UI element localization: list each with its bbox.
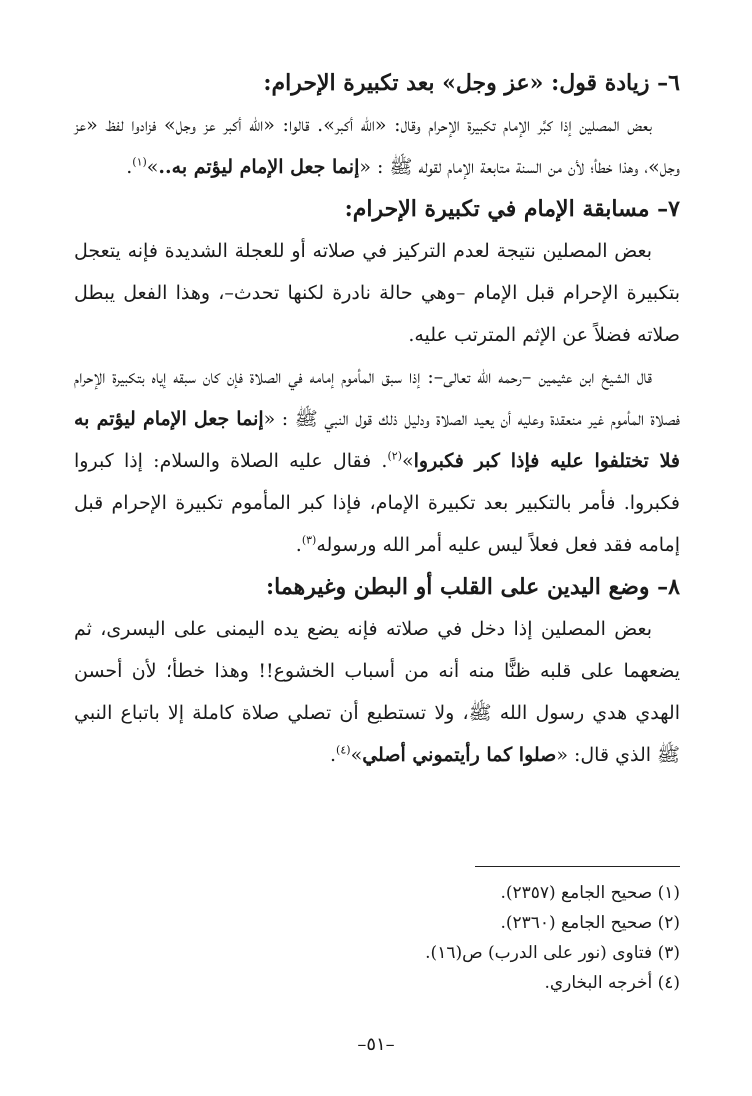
paragraph-text-continued: . فقال عليه الصلاة والسلام: إذا كبروا فكبروا. فأمر بالتكبير بعد تكبيرة الإمام، فإذا كبر المأموم تكبيرة الإحرام قبل إمامه فقد فعل فعلاً ليس عليه أمر الله ورسوله: [74, 450, 680, 556]
footnote-2: (٢) صحيح الجامع (٢٣٦٠).: [500, 913, 680, 933]
paragraph-tail: .: [330, 744, 337, 766]
footnote-divider: [475, 866, 680, 867]
footnote-3: (٣) فتاوى (نور على الدرب) ص(١٦).: [425, 943, 680, 963]
paragraph-tail: .: [295, 534, 302, 556]
hadith-quote: صلوا كما رأيتموني أصلي: [362, 744, 557, 766]
paragraph-text: بعض المصلين إذا دخل في صلاته فإنه يضع يده اليمنى على اليسرى، ثم يضعهما على قلبه ظنًّا منه أنه من أسباب الخشوع!! وهذا خطأ؛ لأن أحسن الهدي هدي رسول الله ﷺ، ولا تستطيع أن تصلي صلاة كاملة إلا باتباع النبي ﷺ الذي قال: «: [74, 618, 680, 766]
footnote-marker: (٤): [336, 743, 351, 757]
quote-close: »: [350, 744, 363, 766]
paragraph-7-2: [74, 356, 680, 566]
paragraph-8-1: [74, 608, 680, 776]
section-heading-6: ٦– زيادة قول: «عز وجل» بعد تكبيرة الإحرام:: [263, 70, 680, 96]
section-heading-8: ٨– وضع اليدين على القلب أو البطن وغيرهما:: [266, 574, 680, 600]
quote-close: »: [402, 450, 414, 472]
footnote-4: (٤) أخرجه البخاري.: [544, 973, 680, 993]
paragraph-6-1: [74, 104, 680, 188]
paragraph-text: قال الشيخ ابن عثيمين –رحمه الله تعالى–: إذا سبق المأموم إمامه في الصلاة فإن كان سبقه إياه بتكبيرة الإحرام فصلاة المأموم غير منعقدة وعليه أن يعيد الصلاة ودليل ذلك قول النبي ﷺ : «: [74, 366, 680, 430]
hadith-quote: إنما جعل الإمام ليؤتم به فلا تختلفوا عليه فإذا كبر فكبروا: [74, 408, 680, 472]
page-number: –٥١–: [357, 1034, 395, 1055]
footnote-1: (١) صحيح الجامع (٢٣٥٧).: [500, 883, 680, 903]
paragraph-text: بعض المصلين إذا كبَّر الإمام تكبيرة الإحرام وقال: «الله أكبر». قالوا: «الله أكبر عز وجل» فزادوا لفظ «عز وجل»، وهذا خطأ؛ لأن من السنة متابعة الإمام لقوله ﷺ : «: [74, 114, 680, 178]
footnote-marker: (٢): [387, 449, 402, 463]
section-heading-7: ٧– مسابقة الإمام في تكبيرة الإحرام:: [344, 196, 680, 222]
hadith-quote: إنما جعل الإمام ليؤتم به..: [158, 156, 360, 178]
footnotes: [260, 878, 680, 998]
paragraph-7-1: بعض المصلين نتيجة لعدم التركيز في صلاته أو للعجلة الشديدة فإنه يتعجل بتكبيرة الإحرام قبل الإمام –وهي حالة نادرة لكنها تحدث–، وهذا الفعل يبطل صلاته فضلاً عن الإثم المترتب عليه.: [74, 240, 680, 346]
quote-close: »: [146, 156, 159, 178]
footnote-marker: (٣): [301, 533, 317, 547]
footnote-marker: (١): [132, 155, 147, 169]
paragraph-tail: .: [126, 156, 133, 178]
